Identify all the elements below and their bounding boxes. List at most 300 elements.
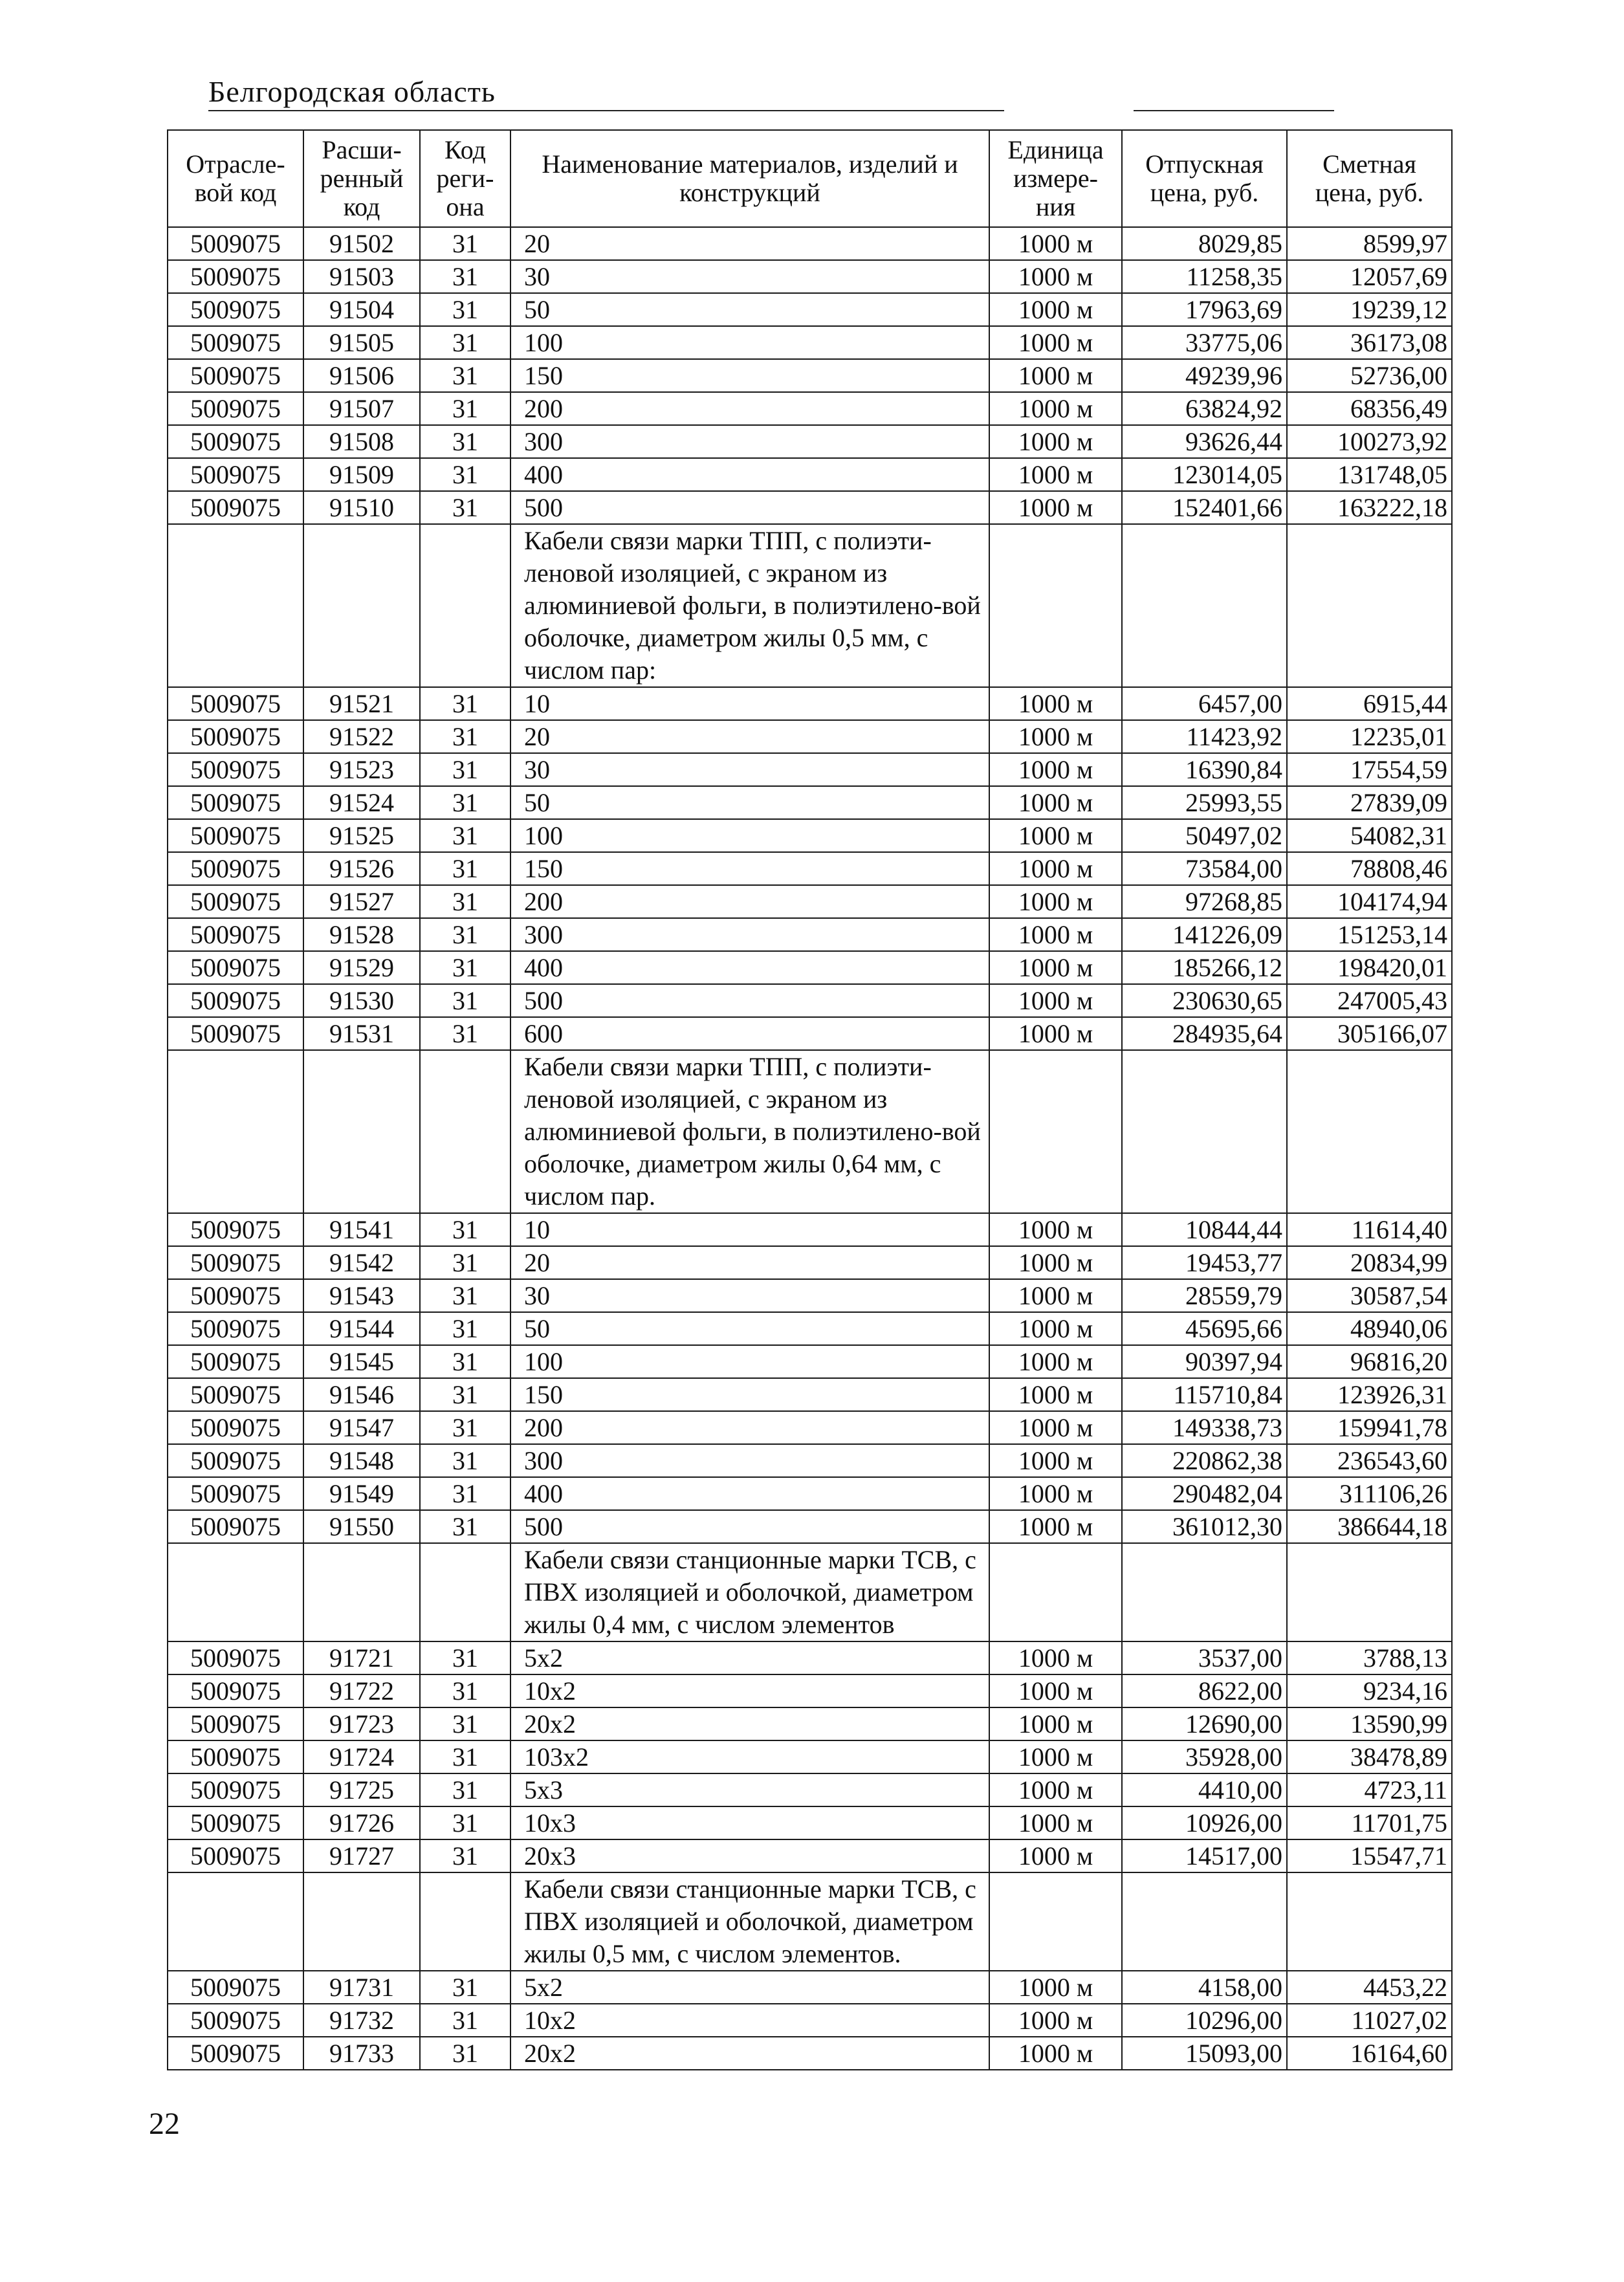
release-price-cell: 185266,12 (1122, 951, 1287, 984)
industry-code-cell: 5009075 (168, 293, 303, 326)
unit-cell: 1000 м (989, 1477, 1122, 1510)
column-header-extended-code: Расши-ренный код (303, 130, 420, 227)
section-empty-cell (303, 1872, 420, 1971)
estimate-price-cell: 11701,75 (1287, 1806, 1452, 1839)
release-price-cell: 35928,00 (1122, 1740, 1287, 1773)
item-name-cell: 500 (510, 984, 989, 1017)
region-code-cell: 31 (420, 1641, 510, 1674)
item-name-cell: 100 (510, 1345, 989, 1378)
extended-code-cell: 91547 (303, 1411, 420, 1444)
item-name-cell: 150 (510, 852, 989, 885)
table-row (168, 1213, 1452, 1246)
estimate-price-cell: 386644,18 (1287, 1510, 1452, 1543)
region-code-cell: 31 (420, 687, 510, 720)
unit-cell: 1000 м (989, 2004, 1122, 2037)
extended-code-cell: 91546 (303, 1378, 420, 1411)
industry-code-cell: 5009075 (168, 1740, 303, 1773)
release-price-cell: 14517,00 (1122, 1839, 1287, 1872)
industry-code-cell: 5009075 (168, 1279, 303, 1312)
estimate-price-cell: 131748,05 (1287, 458, 1452, 491)
table-row (168, 2037, 1452, 2070)
extended-code-cell: 91521 (303, 687, 420, 720)
section-empty-cell (168, 524, 303, 687)
unit-cell: 1000 м (989, 260, 1122, 293)
item-name-cell: 100 (510, 326, 989, 359)
extended-code-cell: 91541 (303, 1213, 420, 1246)
table-row (168, 1773, 1452, 1806)
table-row (168, 786, 1452, 819)
unit-cell: 1000 м (989, 458, 1122, 491)
industry-code-cell: 5009075 (168, 491, 303, 524)
item-name-cell: 30 (510, 1279, 989, 1312)
release-price-cell: 3537,00 (1122, 1641, 1287, 1674)
table-row (168, 1444, 1452, 1477)
unit-cell: 1000 м (989, 1444, 1122, 1477)
release-price-cell: 220862,38 (1122, 1444, 1287, 1477)
industry-code-cell: 5009075 (168, 1674, 303, 1707)
region-code-cell: 31 (420, 227, 510, 260)
column-header-industry-code: Отрасле-вой код (168, 130, 303, 227)
item-name-cell: 200 (510, 1411, 989, 1444)
unit-cell: 1000 м (989, 293, 1122, 326)
section-empty-cell (420, 1543, 510, 1641)
table-row (168, 1279, 1452, 1312)
section-empty-cell (989, 1050, 1122, 1213)
region-code-cell: 31 (420, 491, 510, 524)
table-row (168, 1017, 1452, 1050)
unit-cell: 1000 м (989, 1246, 1122, 1279)
region-code-cell: 31 (420, 1411, 510, 1444)
industry-code-cell: 5009075 (168, 1411, 303, 1444)
item-name-cell: 150 (510, 359, 989, 392)
extended-code-cell: 91528 (303, 918, 420, 951)
release-price-cell: 15093,00 (1122, 2037, 1287, 2070)
release-price-cell: 230630,65 (1122, 984, 1287, 1017)
release-price-cell: 11258,35 (1122, 260, 1287, 293)
unit-cell: 1000 м (989, 1510, 1122, 1543)
unit-cell: 1000 м (989, 786, 1122, 819)
unit-cell: 1000 м (989, 687, 1122, 720)
industry-code-cell: 5009075 (168, 359, 303, 392)
unit-cell: 1000 м (989, 1806, 1122, 1839)
section-title: Кабели связи марки ТПП, с полиэти-леновой изоляцией, с экраном из алюминиевой фольги, в полиэтилено-вой оболочке, диаметром жилы 0,64 мм, с числом пар. (510, 1050, 989, 1213)
region-code-cell: 31 (420, 1773, 510, 1806)
section-empty-cell (1287, 524, 1452, 687)
table-row (168, 951, 1452, 984)
unit-cell: 1000 м (989, 753, 1122, 786)
table-row (168, 1477, 1452, 1510)
estimate-price-cell: 30587,54 (1287, 1279, 1452, 1312)
item-name-cell: 150 (510, 1378, 989, 1411)
table-row (168, 1740, 1452, 1773)
table-row (168, 1707, 1452, 1740)
release-price-cell: 4410,00 (1122, 1773, 1287, 1806)
extended-code-cell: 91526 (303, 852, 420, 885)
extended-code-cell: 91732 (303, 2004, 420, 2037)
section-title: Кабели связи станционные марки ТСВ, с ПВХ изоляцией и оболочкой, диаметром жилы 0,5 мм, с числом элементов. (510, 1872, 989, 1971)
section-empty-cell (168, 1050, 303, 1213)
extended-code-cell: 91731 (303, 1971, 420, 2004)
table-row (168, 458, 1452, 491)
region-code-cell: 31 (420, 1312, 510, 1345)
industry-code-cell: 5009075 (168, 2037, 303, 2070)
industry-code-cell: 5009075 (168, 852, 303, 885)
table-row (168, 293, 1452, 326)
table-row (168, 1971, 1452, 2004)
estimate-price-cell: 100273,92 (1287, 425, 1452, 458)
unit-cell: 1000 м (989, 1839, 1122, 1872)
release-price-cell: 33775,06 (1122, 326, 1287, 359)
item-name-cell: 50 (510, 786, 989, 819)
industry-code-cell: 5009075 (168, 1839, 303, 1872)
estimate-price-cell: 104174,94 (1287, 885, 1452, 918)
industry-code-cell: 5009075 (168, 1510, 303, 1543)
estimate-price-cell: 12235,01 (1287, 720, 1452, 753)
table-row (168, 1641, 1452, 1674)
table-row (168, 984, 1452, 1017)
section-empty-cell (1287, 1543, 1452, 1641)
unit-cell: 1000 м (989, 1707, 1122, 1740)
section-empty-cell (303, 524, 420, 687)
extended-code-cell: 91543 (303, 1279, 420, 1312)
release-price-cell: 28559,79 (1122, 1279, 1287, 1312)
estimate-price-cell: 11027,02 (1287, 2004, 1452, 2037)
item-name-cell: 10 (510, 1213, 989, 1246)
header-rule-short (1134, 110, 1334, 111)
page-header-title: Белгородская область (208, 75, 496, 108)
section-empty-cell (1287, 1050, 1452, 1213)
release-price-cell: 97268,85 (1122, 885, 1287, 918)
industry-code-cell: 5009075 (168, 753, 303, 786)
industry-code-cell: 5009075 (168, 1707, 303, 1740)
extended-code-cell: 91722 (303, 1674, 420, 1707)
section-title: Кабели связи станционные марки ТСВ, с ПВХ изоляцией и оболочкой, диаметром жилы 0,4 мм, с числом элементов (510, 1543, 989, 1641)
unit-cell: 1000 м (989, 1971, 1122, 2004)
industry-code-cell: 5009075 (168, 984, 303, 1017)
table-row (168, 819, 1452, 852)
estimate-price-cell: 159941,78 (1287, 1411, 1452, 1444)
unit-cell: 1000 м (989, 425, 1122, 458)
price-table (167, 129, 1453, 2070)
industry-code-cell: 5009075 (168, 1773, 303, 1806)
release-price-cell: 141226,09 (1122, 918, 1287, 951)
region-code-cell: 31 (420, 1246, 510, 1279)
region-code-cell: 31 (420, 753, 510, 786)
industry-code-cell: 5009075 (168, 260, 303, 293)
release-price-cell: 290482,04 (1122, 1477, 1287, 1510)
region-code-cell: 31 (420, 984, 510, 1017)
industry-code-cell: 5009075 (168, 2004, 303, 2037)
section-empty-cell (1122, 1050, 1287, 1213)
industry-code-cell: 5009075 (168, 1213, 303, 1246)
unit-cell: 1000 м (989, 918, 1122, 951)
item-name-cell: 400 (510, 951, 989, 984)
estimate-price-cell: 151253,14 (1287, 918, 1452, 951)
item-name-cell: 10 (510, 687, 989, 720)
estimate-price-cell: 305166,07 (1287, 1017, 1452, 1050)
region-code-cell: 31 (420, 2037, 510, 2070)
release-price-cell: 12690,00 (1122, 1707, 1287, 1740)
table-row (168, 1246, 1452, 1279)
region-code-cell: 31 (420, 1806, 510, 1839)
release-price-cell: 63824,92 (1122, 392, 1287, 425)
table-row (168, 227, 1452, 260)
extended-code-cell: 91510 (303, 491, 420, 524)
unit-cell: 1000 м (989, 227, 1122, 260)
table-row (168, 392, 1452, 425)
item-name-cell: 50 (510, 293, 989, 326)
table-header (168, 130, 1452, 227)
table-row (168, 1806, 1452, 1839)
table-row (168, 359, 1452, 392)
region-code-cell: 31 (420, 1740, 510, 1773)
unit-cell: 1000 м (989, 984, 1122, 1017)
extended-code-cell: 91727 (303, 1839, 420, 1872)
item-name-cell: 300 (510, 918, 989, 951)
section-empty-cell (1122, 524, 1287, 687)
item-name-cell: 10x3 (510, 1806, 989, 1839)
column-header-name: Наименование материалов, изделий и конструкций (510, 130, 989, 227)
item-name-cell: 5x3 (510, 1773, 989, 1806)
estimate-price-cell: 36173,08 (1287, 326, 1452, 359)
unit-cell: 1000 м (989, 951, 1122, 984)
estimate-price-cell: 4723,11 (1287, 1773, 1452, 1806)
release-price-cell: 6457,00 (1122, 687, 1287, 720)
release-price-cell: 10926,00 (1122, 1806, 1287, 1839)
table-row (168, 260, 1452, 293)
estimate-price-cell: 78808,46 (1287, 852, 1452, 885)
section-empty-cell (1287, 1872, 1452, 1971)
industry-code-cell: 5009075 (168, 425, 303, 458)
release-price-cell: 361012,30 (1122, 1510, 1287, 1543)
section-heading-row (168, 1543, 1452, 1641)
industry-code-cell: 5009075 (168, 1378, 303, 1411)
extended-code-cell: 91504 (303, 293, 420, 326)
item-name-cell: 5x2 (510, 1971, 989, 2004)
estimate-price-cell: 17554,59 (1287, 753, 1452, 786)
unit-cell: 1000 м (989, 1641, 1122, 1674)
section-empty-cell (420, 1050, 510, 1213)
region-code-cell: 31 (420, 1477, 510, 1510)
table-row (168, 1674, 1452, 1707)
item-name-cell: 300 (510, 425, 989, 458)
section-heading-row (168, 1872, 1452, 1971)
industry-code-cell: 5009075 (168, 951, 303, 984)
item-name-cell: 20x2 (510, 1707, 989, 1740)
extended-code-cell: 91502 (303, 227, 420, 260)
industry-code-cell: 5009075 (168, 1345, 303, 1378)
estimate-price-cell: 247005,43 (1287, 984, 1452, 1017)
region-code-cell: 31 (420, 2004, 510, 2037)
estimate-price-cell: 236543,60 (1287, 1444, 1452, 1477)
release-price-cell: 73584,00 (1122, 852, 1287, 885)
estimate-price-cell: 13590,99 (1287, 1707, 1452, 1740)
extended-code-cell: 91548 (303, 1444, 420, 1477)
table-row (168, 720, 1452, 753)
estimate-price-cell: 15547,71 (1287, 1839, 1452, 1872)
item-name-cell: 10x2 (510, 2004, 989, 2037)
release-price-cell: 16390,84 (1122, 753, 1287, 786)
industry-code-cell: 5009075 (168, 786, 303, 819)
release-price-cell: 152401,66 (1122, 491, 1287, 524)
industry-code-cell: 5009075 (168, 819, 303, 852)
section-empty-cell (989, 1872, 1122, 1971)
table-row (168, 852, 1452, 885)
item-name-cell: 30 (510, 260, 989, 293)
region-code-cell: 31 (420, 425, 510, 458)
item-name-cell: 20 (510, 227, 989, 260)
extended-code-cell: 91506 (303, 359, 420, 392)
header-rule (208, 110, 1004, 111)
table-row (168, 753, 1452, 786)
estimate-price-cell: 3788,13 (1287, 1641, 1452, 1674)
unit-cell: 1000 м (989, 1017, 1122, 1050)
item-name-cell: 500 (510, 491, 989, 524)
extended-code-cell: 91544 (303, 1312, 420, 1345)
extended-code-cell: 91531 (303, 1017, 420, 1050)
release-price-cell: 123014,05 (1122, 458, 1287, 491)
item-name-cell: 5x2 (510, 1641, 989, 1674)
extended-code-cell: 91724 (303, 1740, 420, 1773)
region-code-cell: 31 (420, 720, 510, 753)
release-price-cell: 149338,73 (1122, 1411, 1287, 1444)
estimate-price-cell: 48940,06 (1287, 1312, 1452, 1345)
section-empty-cell (420, 1872, 510, 1971)
release-price-cell: 49239,96 (1122, 359, 1287, 392)
extended-code-cell: 91527 (303, 885, 420, 918)
unit-cell: 1000 м (989, 1674, 1122, 1707)
extended-code-cell: 91545 (303, 1345, 420, 1378)
region-code-cell: 31 (420, 1378, 510, 1411)
unit-cell: 1000 м (989, 1312, 1122, 1345)
extended-code-cell: 91549 (303, 1477, 420, 1510)
industry-code-cell: 5009075 (168, 1017, 303, 1050)
industry-code-cell: 5009075 (168, 885, 303, 918)
region-code-cell: 31 (420, 1707, 510, 1740)
estimate-price-cell: 19239,12 (1287, 293, 1452, 326)
industry-code-cell: 5009075 (168, 227, 303, 260)
unit-cell: 1000 м (989, 1378, 1122, 1411)
unit-cell: 1000 м (989, 1213, 1122, 1246)
industry-code-cell: 5009075 (168, 1246, 303, 1279)
page-header (208, 72, 1334, 111)
extended-code-cell: 91522 (303, 720, 420, 753)
section-empty-cell (168, 1872, 303, 1971)
extended-code-cell: 91721 (303, 1641, 420, 1674)
unit-cell: 1000 м (989, 1279, 1122, 1312)
section-empty-cell (303, 1543, 420, 1641)
column-header-region-code: Код реги-она (420, 130, 510, 227)
region-code-cell: 31 (420, 885, 510, 918)
item-name-cell: 200 (510, 885, 989, 918)
estimate-price-cell: 6915,44 (1287, 687, 1452, 720)
estimate-price-cell: 198420,01 (1287, 951, 1452, 984)
release-price-cell: 17963,69 (1122, 293, 1287, 326)
column-header-unit: Единица измере-ния (989, 130, 1122, 227)
industry-code-cell: 5009075 (168, 687, 303, 720)
region-code-cell: 31 (420, 326, 510, 359)
industry-code-cell: 5009075 (168, 1444, 303, 1477)
industry-code-cell: 5009075 (168, 918, 303, 951)
region-code-cell: 31 (420, 1971, 510, 2004)
extended-code-cell: 91542 (303, 1246, 420, 1279)
region-code-cell: 31 (420, 1213, 510, 1246)
estimate-price-cell: 8599,97 (1287, 227, 1452, 260)
unit-cell: 1000 м (989, 852, 1122, 885)
industry-code-cell: 5009075 (168, 1312, 303, 1345)
release-price-cell: 19453,77 (1122, 1246, 1287, 1279)
unit-cell: 1000 м (989, 1740, 1122, 1773)
region-code-cell: 31 (420, 918, 510, 951)
extended-code-cell: 91530 (303, 984, 420, 1017)
region-code-cell: 31 (420, 1279, 510, 1312)
item-name-cell: 500 (510, 1510, 989, 1543)
item-name-cell: 20x3 (510, 1839, 989, 1872)
item-name-cell: 600 (510, 1017, 989, 1050)
estimate-price-cell: 38478,89 (1287, 1740, 1452, 1773)
section-heading-row (168, 524, 1452, 687)
industry-code-cell: 5009075 (168, 392, 303, 425)
table-row (168, 1411, 1452, 1444)
release-price-cell: 10844,44 (1122, 1213, 1287, 1246)
section-empty-cell (989, 524, 1122, 687)
table-row (168, 1510, 1452, 1543)
table-body (168, 227, 1452, 2070)
estimate-price-cell: 11614,40 (1287, 1213, 1452, 1246)
extended-code-cell: 91507 (303, 392, 420, 425)
table-row (168, 1378, 1452, 1411)
item-name-cell: 400 (510, 1477, 989, 1510)
unit-cell: 1000 м (989, 885, 1122, 918)
section-empty-cell (1122, 1872, 1287, 1971)
unit-cell: 1000 м (989, 2037, 1122, 2070)
release-price-cell: 8029,85 (1122, 227, 1287, 260)
unit-cell: 1000 м (989, 720, 1122, 753)
estimate-price-cell: 123926,31 (1287, 1378, 1452, 1411)
section-empty-cell (989, 1543, 1122, 1641)
section-empty-cell (168, 1543, 303, 1641)
release-price-cell: 10296,00 (1122, 2004, 1287, 2037)
extended-code-cell: 91733 (303, 2037, 420, 2070)
table-row (168, 491, 1452, 524)
unit-cell: 1000 м (989, 491, 1122, 524)
extended-code-cell: 91726 (303, 1806, 420, 1839)
release-price-cell: 284935,64 (1122, 1017, 1287, 1050)
table-row (168, 1312, 1452, 1345)
estimate-price-cell: 163222,18 (1287, 491, 1452, 524)
extended-code-cell: 91723 (303, 1707, 420, 1740)
table-row (168, 326, 1452, 359)
region-code-cell: 31 (420, 1674, 510, 1707)
section-title: Кабели связи марки ТПП, с полиэти-леновой изоляцией, с экраном из алюминиевой фольги, в полиэтилено-вой оболочке, диаметром жилы 0,5 мм, с числом пар: (510, 524, 989, 687)
estimate-price-cell: 16164,60 (1287, 2037, 1452, 2070)
estimate-price-cell: 54082,31 (1287, 819, 1452, 852)
industry-code-cell: 5009075 (168, 1806, 303, 1839)
item-name-cell: 200 (510, 392, 989, 425)
section-empty-cell (303, 1050, 420, 1213)
release-price-cell: 93626,44 (1122, 425, 1287, 458)
region-code-cell: 31 (420, 392, 510, 425)
table-row (168, 425, 1452, 458)
item-name-cell: 50 (510, 1312, 989, 1345)
region-code-cell: 31 (420, 1017, 510, 1050)
release-price-cell: 8622,00 (1122, 1674, 1287, 1707)
page-number: 22 (149, 2107, 180, 2141)
industry-code-cell: 5009075 (168, 1641, 303, 1674)
table-row (168, 885, 1452, 918)
estimate-price-cell: 96816,20 (1287, 1345, 1452, 1378)
extended-code-cell: 91529 (303, 951, 420, 984)
